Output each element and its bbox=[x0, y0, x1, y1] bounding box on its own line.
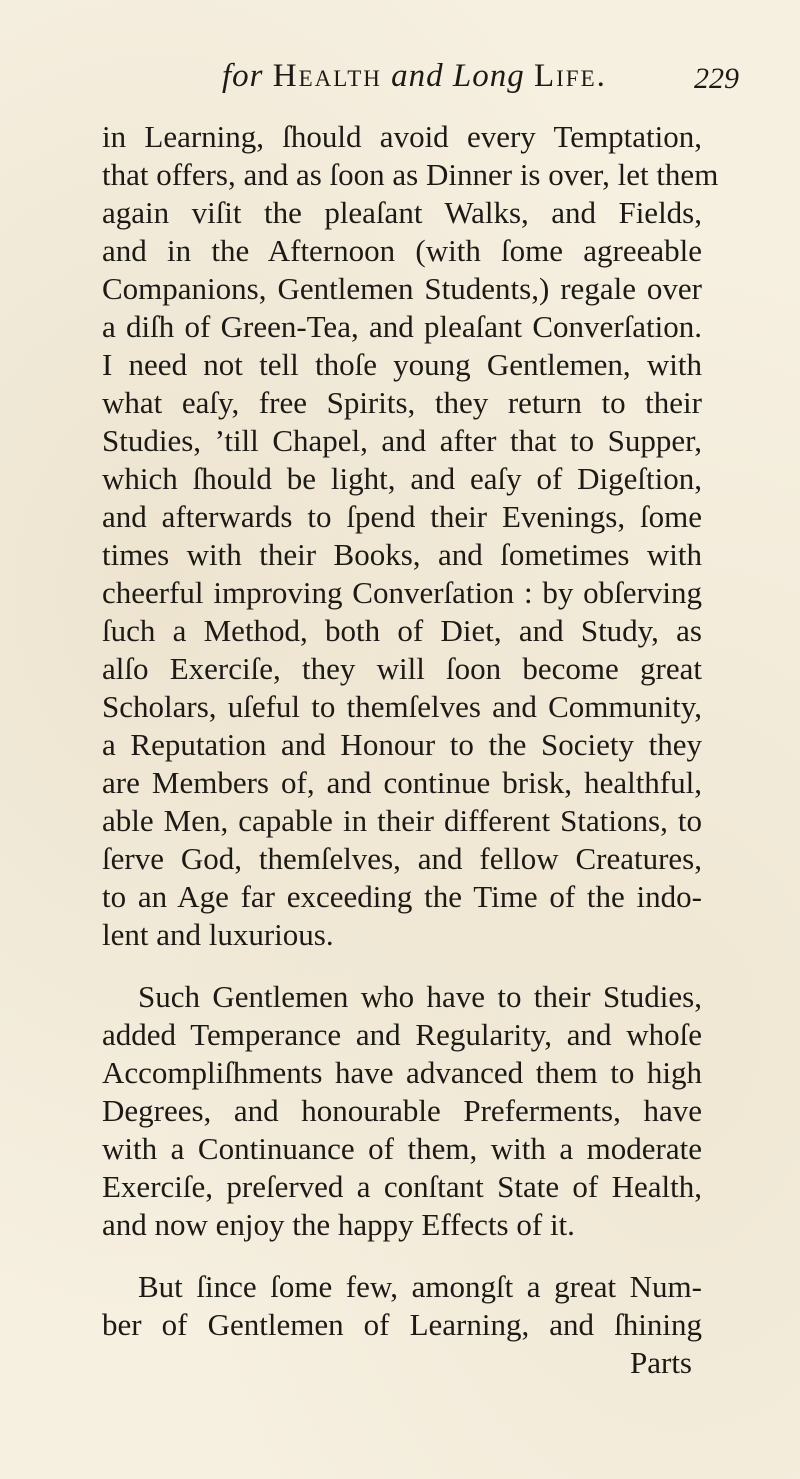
running-head-life: Life. bbox=[533, 58, 607, 94]
text-line: and in the Afternoon (with ſome agreeable bbox=[102, 233, 702, 268]
text-line: able Men, capable in their different Stations, to bbox=[102, 803, 702, 838]
text-line: a diſh of Green-Tea, and pleaſant Converſation. bbox=[102, 309, 702, 344]
text-line: Exerciſe, preſerved a conſtant State of Health, bbox=[102, 1169, 702, 1204]
text-line: in Learning, ſhould avoid every Temptation, bbox=[102, 119, 702, 154]
text-line: which ſhould be light, and eaſy of Digeſtion, bbox=[102, 461, 702, 496]
text-line: to an Age far exceeding the Time of the indo- bbox=[102, 879, 702, 914]
text-line: that offers, and as ſoon as Dinner is over, let them bbox=[102, 157, 719, 192]
paragraph-3 bbox=[102, 1268, 702, 1344]
page-number: 229 bbox=[694, 62, 739, 95]
text-line: Accompliſhments have advanced them to high bbox=[102, 1055, 702, 1090]
text-line: ber of Gentlemen of Learning, and ſhining bbox=[102, 1307, 702, 1342]
paragraph-gap bbox=[102, 954, 702, 978]
text-line: I need not tell thoſe young Gentlemen, with bbox=[102, 347, 702, 382]
text-line: added Temperance and Regularity, and whoſe bbox=[102, 1017, 702, 1052]
text-line: Studies, ’till Chapel, and after that to Supper, bbox=[102, 423, 702, 458]
text-line: times with their Books, and ſometimes with bbox=[102, 537, 702, 572]
text-line: again viſit the pleaſant Walks, and Fields, bbox=[102, 195, 702, 230]
text-line: and afterwards to ſpend their Evenings, ſome bbox=[102, 499, 702, 534]
running-head-health: Health bbox=[272, 58, 382, 94]
catchword: Parts bbox=[630, 1345, 692, 1380]
text-line: Such Gentlemen who have to their Studies, bbox=[138, 979, 702, 1014]
text-line: cheerful improving Converſation : by obſerving bbox=[102, 575, 702, 610]
text-line: are Members of, and continue brisk, healthful, bbox=[102, 765, 702, 800]
text-line: lent and luxurious. bbox=[102, 917, 334, 952]
running-head bbox=[222, 58, 692, 108]
text-line: Degrees, and honourable Preferments, have bbox=[102, 1093, 702, 1128]
paragraph-2 bbox=[102, 978, 702, 1244]
text-line: with a Continuance of them, with a moderate bbox=[102, 1131, 702, 1166]
running-head-for: for bbox=[222, 58, 264, 94]
text-line: ſerve God, themſelves, and fellow Creatures, bbox=[102, 841, 702, 876]
text-line: But ſince ſome few, amongſt a great Num- bbox=[138, 1269, 702, 1304]
text-line: alſo Exerciſe, they will ſoon become great bbox=[102, 651, 702, 686]
text-line: a Reputation and Honour to the Society they bbox=[102, 727, 702, 762]
text-line: ſuch a Method, both of Diet, and Study, as bbox=[102, 613, 702, 648]
paragraph-gap bbox=[102, 1244, 702, 1268]
text-line: and now enjoy the happy Effects of it. bbox=[102, 1207, 575, 1242]
paragraph-1 bbox=[102, 118, 719, 954]
text-line: Companions, Gentlemen Students,) regale over bbox=[102, 271, 702, 306]
text-line: Scholars, uſeful to themſelves and Community, bbox=[102, 689, 702, 724]
body-text bbox=[102, 118, 719, 1382]
running-head-and-long: and Long bbox=[391, 58, 525, 94]
text-line: what eaſy, free Spirits, they return to their bbox=[102, 385, 702, 420]
